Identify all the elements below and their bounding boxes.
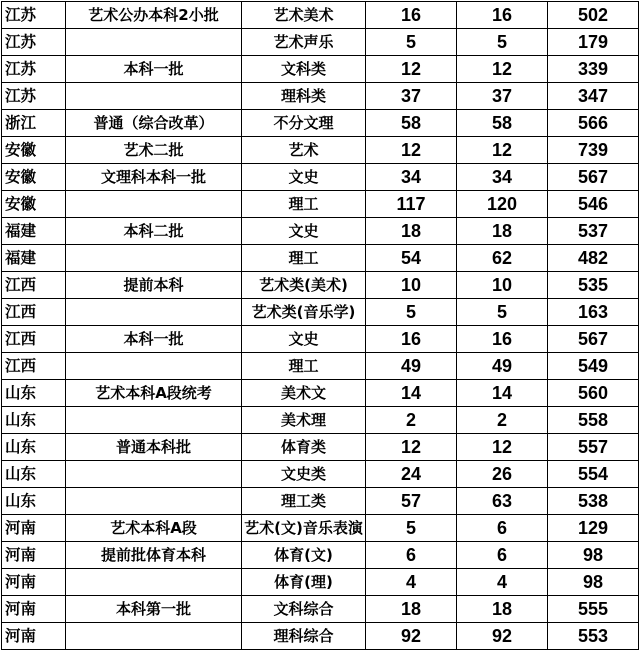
subject-cell[interactable]: 体育类	[242, 434, 366, 461]
batch-cell[interactable]: 本科一批	[66, 326, 242, 353]
province-cell[interactable]: 安徽	[2, 137, 66, 164]
admitted-count-cell[interactable]: 120	[457, 191, 548, 218]
batch-cell[interactable]: 艺术二批	[66, 137, 242, 164]
plan-count-cell[interactable]: 57	[366, 488, 457, 515]
province-cell[interactable]: 安徽	[2, 191, 66, 218]
table-row	[2, 2, 639, 29]
min-score-cell[interactable]: 482	[548, 245, 639, 272]
min-score-cell[interactable]: 555	[548, 596, 639, 623]
plan-count-cell[interactable]: 10	[366, 272, 457, 299]
plan-count-cell[interactable]: 18	[366, 596, 457, 623]
table-row	[2, 515, 639, 542]
province-cell[interactable]: 河南	[2, 542, 66, 569]
table-row	[2, 164, 639, 191]
table-row	[2, 326, 639, 353]
province-cell[interactable]: 浙江	[2, 110, 66, 137]
subject-cell[interactable]: 体育(文)	[242, 542, 366, 569]
batch-cell[interactable]	[66, 299, 242, 326]
batch-cell[interactable]: 本科一批	[66, 56, 242, 83]
batch-cell[interactable]: 普通（综合改革）	[66, 110, 242, 137]
province-cell[interactable]: 江西	[2, 326, 66, 353]
table-row	[2, 407, 639, 434]
table-row	[2, 542, 639, 569]
subject-cell[interactable]: 文史	[242, 326, 366, 353]
admitted-count-cell[interactable]: 62	[457, 245, 548, 272]
province-cell[interactable]: 福建	[2, 218, 66, 245]
batch-cell[interactable]	[66, 488, 242, 515]
min-score-cell[interactable]: 98	[548, 569, 639, 596]
plan-count-cell[interactable]: 12	[366, 137, 457, 164]
min-score-cell[interactable]: 566	[548, 110, 639, 137]
admitted-count-cell[interactable]: 12	[457, 56, 548, 83]
batch-cell[interactable]: 本科第一批	[66, 596, 242, 623]
table-row	[2, 110, 639, 137]
plan-count-cell[interactable]: 6	[366, 542, 457, 569]
plan-count-cell[interactable]: 92	[366, 623, 457, 650]
table-row	[2, 56, 639, 83]
table-row	[2, 488, 639, 515]
subject-cell[interactable]: 理工	[242, 191, 366, 218]
subject-cell[interactable]: 艺术	[242, 137, 366, 164]
batch-cell[interactable]: 艺术本科A段	[66, 515, 242, 542]
batch-cell[interactable]: 艺术本科A段统考	[66, 380, 242, 407]
batch-cell[interactable]	[66, 407, 242, 434]
admitted-count-cell[interactable]: 6	[457, 542, 548, 569]
plan-count-cell[interactable]: 12	[366, 56, 457, 83]
province-cell[interactable]: 山东	[2, 488, 66, 515]
batch-cell[interactable]: 提前本科	[66, 272, 242, 299]
min-score-cell[interactable]: 535	[548, 272, 639, 299]
min-score-cell[interactable]: 163	[548, 299, 639, 326]
min-score-cell[interactable]: 567	[548, 326, 639, 353]
batch-cell[interactable]	[66, 29, 242, 56]
subject-cell[interactable]: 文史类	[242, 461, 366, 488]
min-score-cell[interactable]: 567	[548, 164, 639, 191]
admitted-count-cell[interactable]: 5	[457, 29, 548, 56]
min-score-cell[interactable]: 179	[548, 29, 639, 56]
subject-cell[interactable]: 文史	[242, 164, 366, 191]
province-cell[interactable]: 山东	[2, 407, 66, 434]
table-row	[2, 461, 639, 488]
min-score-cell[interactable]: 557	[548, 434, 639, 461]
min-score-cell[interactable]: 537	[548, 218, 639, 245]
admitted-count-cell[interactable]: 12	[457, 137, 548, 164]
min-score-cell[interactable]: 553	[548, 623, 639, 650]
table-row	[2, 245, 639, 272]
min-score-cell[interactable]: 538	[548, 488, 639, 515]
province-cell[interactable]: 江苏	[2, 56, 66, 83]
subject-cell[interactable]: 美术文	[242, 380, 366, 407]
plan-count-cell[interactable]: 4	[366, 569, 457, 596]
batch-cell[interactable]	[66, 83, 242, 110]
batch-cell[interactable]	[66, 353, 242, 380]
plan-count-cell[interactable]: 37	[366, 83, 457, 110]
province-cell[interactable]: 河南	[2, 623, 66, 650]
admitted-count-cell[interactable]: 49	[457, 353, 548, 380]
admission-score-table	[1, 1, 639, 650]
admitted-count-cell[interactable]: 37	[457, 83, 548, 110]
plan-count-cell[interactable]: 34	[366, 164, 457, 191]
subject-cell[interactable]: 文科综合	[242, 596, 366, 623]
plan-count-cell[interactable]: 54	[366, 245, 457, 272]
admitted-count-cell[interactable]: 12	[457, 434, 548, 461]
table-row	[2, 29, 639, 56]
min-score-cell[interactable]: 560	[548, 380, 639, 407]
batch-cell[interactable]	[66, 461, 242, 488]
table-row	[2, 218, 639, 245]
subject-cell[interactable]: 不分文理	[242, 110, 366, 137]
province-cell[interactable]: 山东	[2, 434, 66, 461]
subject-cell[interactable]: 艺术(文)音乐表演	[242, 515, 366, 542]
batch-cell[interactable]	[66, 623, 242, 650]
min-score-cell[interactable]: 98	[548, 542, 639, 569]
table-row	[2, 83, 639, 110]
batch-cell[interactable]	[66, 191, 242, 218]
table-row	[2, 596, 639, 623]
batch-cell[interactable]: 提前批体育本科	[66, 542, 242, 569]
province-cell[interactable]: 江苏	[2, 2, 66, 29]
batch-cell[interactable]	[66, 569, 242, 596]
province-cell[interactable]: 河南	[2, 596, 66, 623]
admitted-count-cell[interactable]: 10	[457, 272, 548, 299]
min-score-cell[interactable]: 558	[548, 407, 639, 434]
plan-count-cell[interactable]: 24	[366, 461, 457, 488]
province-cell[interactable]: 安徽	[2, 164, 66, 191]
plan-count-cell[interactable]: 58	[366, 110, 457, 137]
table-row	[2, 623, 639, 650]
min-score-cell[interactable]: 554	[548, 461, 639, 488]
admitted-count-cell[interactable]: 2	[457, 407, 548, 434]
plan-count-cell[interactable]: 5	[366, 29, 457, 56]
min-score-cell[interactable]: 549	[548, 353, 639, 380]
min-score-cell[interactable]: 129	[548, 515, 639, 542]
table-row	[2, 299, 639, 326]
table-body	[2, 2, 639, 650]
province-cell[interactable]: 江苏	[2, 29, 66, 56]
plan-count-cell[interactable]: 18	[366, 218, 457, 245]
subject-cell[interactable]: 艺术类(美术)	[242, 272, 366, 299]
plan-count-cell[interactable]: 16	[366, 2, 457, 29]
batch-cell[interactable]: 文理科本科一批	[66, 164, 242, 191]
min-score-cell[interactable]: 502	[548, 2, 639, 29]
table-row	[2, 353, 639, 380]
province-cell[interactable]: 江西	[2, 353, 66, 380]
subject-cell[interactable]: 体育(理)	[242, 569, 366, 596]
admitted-count-cell[interactable]: 58	[457, 110, 548, 137]
province-cell[interactable]: 江西	[2, 299, 66, 326]
min-score-cell[interactable]: 739	[548, 137, 639, 164]
batch-cell[interactable]	[66, 245, 242, 272]
province-cell[interactable]: 江西	[2, 272, 66, 299]
admitted-count-cell[interactable]: 34	[457, 164, 548, 191]
table-row	[2, 380, 639, 407]
subject-cell[interactable]: 理工	[242, 353, 366, 380]
min-score-cell[interactable]: 339	[548, 56, 639, 83]
admitted-count-cell[interactable]: 4	[457, 569, 548, 596]
admitted-count-cell[interactable]: 5	[457, 299, 548, 326]
table-row	[2, 434, 639, 461]
plan-count-cell[interactable]: 5	[366, 299, 457, 326]
subject-cell[interactable]: 美术理	[242, 407, 366, 434]
admitted-count-cell[interactable]: 16	[457, 2, 548, 29]
plan-count-cell[interactable]: 49	[366, 353, 457, 380]
admitted-count-cell[interactable]: 14	[457, 380, 548, 407]
subject-cell[interactable]: 理工类	[242, 488, 366, 515]
province-cell[interactable]: 山东	[2, 461, 66, 488]
batch-cell[interactable]: 本科二批	[66, 218, 242, 245]
batch-cell[interactable]: 普通本科批	[66, 434, 242, 461]
table-row	[2, 569, 639, 596]
province-cell[interactable]: 河南	[2, 515, 66, 542]
subject-cell[interactable]: 艺术声乐	[242, 29, 366, 56]
province-cell[interactable]: 山东	[2, 380, 66, 407]
table-row	[2, 191, 639, 218]
subject-cell[interactable]: 理工	[242, 245, 366, 272]
subject-cell[interactable]: 艺术美术	[242, 2, 366, 29]
plan-count-cell[interactable]: 16	[366, 326, 457, 353]
province-cell[interactable]: 江苏	[2, 83, 66, 110]
admitted-count-cell[interactable]: 92	[457, 623, 548, 650]
table-row	[2, 272, 639, 299]
table-row	[2, 137, 639, 164]
plan-count-cell[interactable]: 5	[366, 515, 457, 542]
admitted-count-cell[interactable]: 18	[457, 218, 548, 245]
admitted-count-cell[interactable]: 63	[457, 488, 548, 515]
subject-cell[interactable]: 文科类	[242, 56, 366, 83]
subject-cell[interactable]: 文史	[242, 218, 366, 245]
subject-cell[interactable]: 艺术类(音乐学)	[242, 299, 366, 326]
admitted-count-cell[interactable]: 26	[457, 461, 548, 488]
plan-count-cell[interactable]: 14	[366, 380, 457, 407]
min-score-cell[interactable]: 546	[548, 191, 639, 218]
subject-cell[interactable]: 理科类	[242, 83, 366, 110]
admitted-count-cell[interactable]: 6	[457, 515, 548, 542]
admitted-count-cell[interactable]: 16	[457, 326, 548, 353]
plan-count-cell[interactable]: 12	[366, 434, 457, 461]
batch-cell[interactable]: 艺术公办本科2小批	[66, 2, 242, 29]
plan-count-cell[interactable]: 2	[366, 407, 457, 434]
subject-cell[interactable]: 理科综合	[242, 623, 366, 650]
province-cell[interactable]: 福建	[2, 245, 66, 272]
min-score-cell[interactable]: 347	[548, 83, 639, 110]
province-cell[interactable]: 河南	[2, 569, 66, 596]
admitted-count-cell[interactable]: 18	[457, 596, 548, 623]
plan-count-cell[interactable]: 117	[366, 191, 457, 218]
